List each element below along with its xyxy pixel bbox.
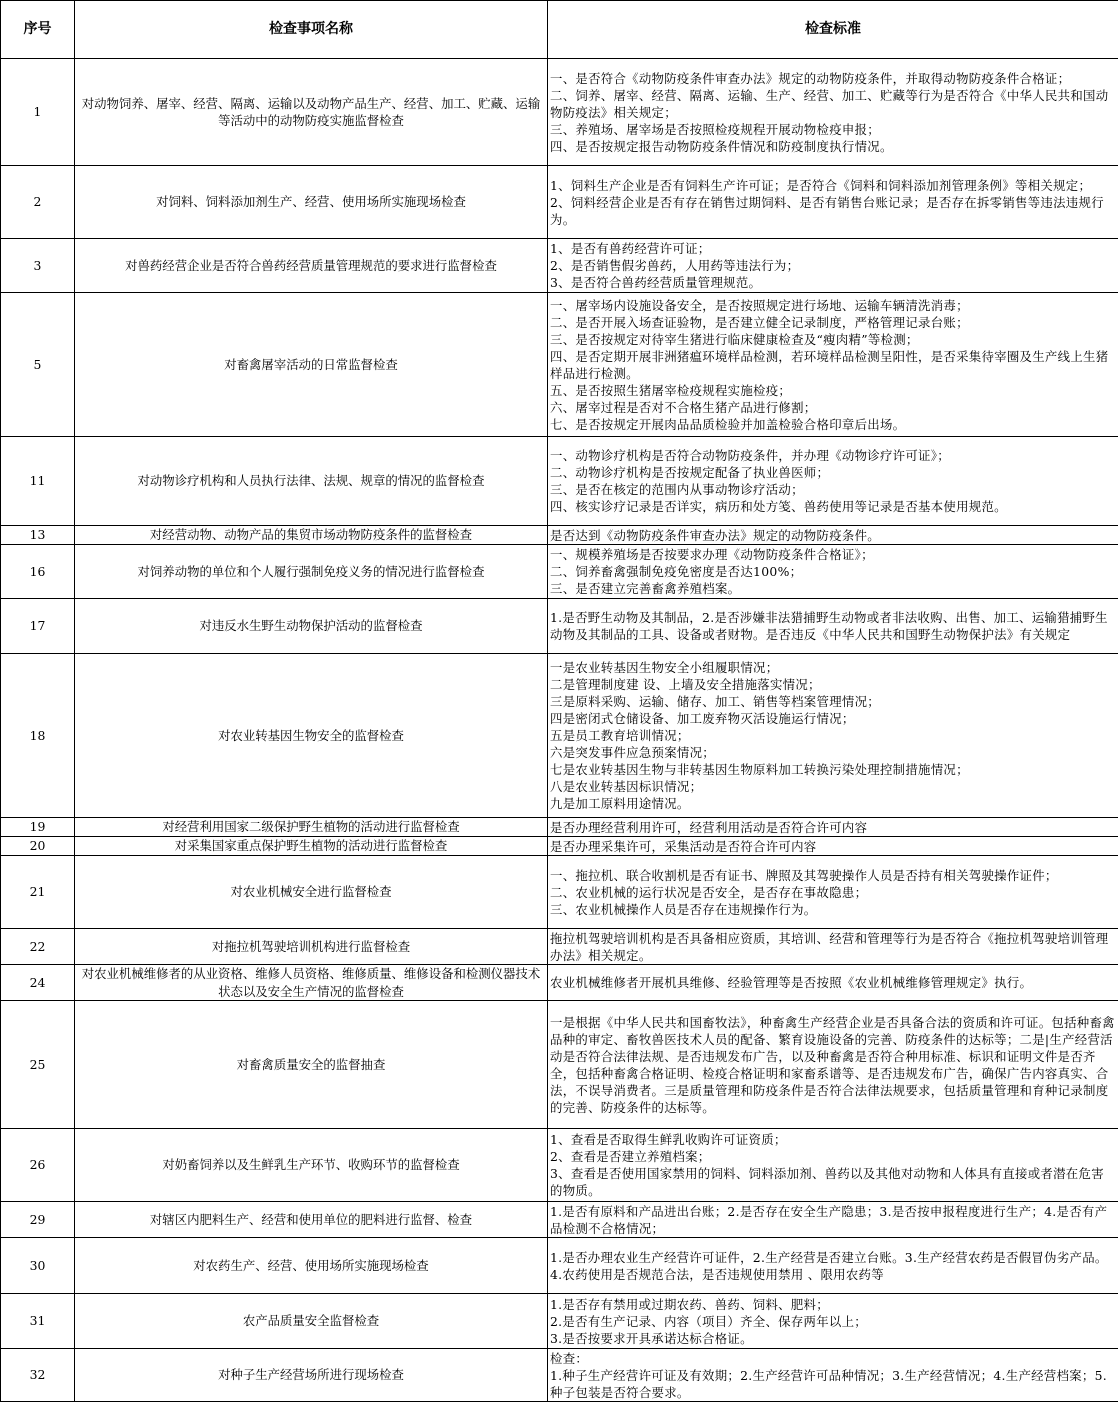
- inspection-standard: 检查： 1.种子生产经营许可证及有效期；2.生产经营许可品种情况；3.生产经营情况；4.生产经营档案；5.种子包装是否符合要求。: [548, 1349, 1118, 1402]
- header-name: 检查事项名称: [75, 1, 548, 59]
- row-number: 5: [1, 293, 75, 437]
- inspection-standard: 1.是否野生动物及其制品，2.是否涉嫌非法猎捕野生动物或者非法收购、出售、加工、运输猎捕野生动物及其制品的工具、设备或者财物。是否违反《中华人民共和国野生动物保护法》有关规定: [548, 599, 1118, 654]
- inspection-standard: 1、是否有兽药经营许可证； 2、是否销售假劣兽药，人用药等违法行为； 3、是否符合兽药经营质量管理规范。: [548, 239, 1118, 293]
- table-row: [1, 437, 1118, 526]
- inspection-standard: 一是农业转基因生物安全小组履职情况； 二是管理制度建 设、上墙及安全措施落实情况； 三是原料采购、运输、储存、加工、销售等档案管理情况； 四是密闭式仓储设备、加工废弃物灭活设施运行情况； 五是员工教育培训情况； 六是突发事件应急预案情况； 七是农业转基因生物与非转基因生物原料加工转换污染处理控制措施情况； 八是农业转基因标识情况； 九是加工原料用途情况。: [548, 654, 1118, 818]
- inspection-standard: 一、动物诊疗机构是否符合动物防疫条件，并办理《动物诊疗许可证》； 二、动物诊疗机构是否按规定配备了执业兽医师； 三、是否在核定的范围内从事动物诊疗活动； 四、核实诊疗记录是否详实，病历和处方笺、兽药使用等记录是否基本使用规范。: [548, 437, 1118, 526]
- table-row: [1, 1349, 1118, 1402]
- row-number: 25: [1, 1001, 75, 1129]
- inspection-standard: 是否达到《动物防疫条件审查办法》规定的动物防疫条件。: [548, 526, 1118, 545]
- inspection-standard: 拖拉机驾驶培训机构是否具备相应资质，其培训、经营和管理等行为是否符合《拖拉机驾驶培训管理办法》相关规定。: [548, 929, 1118, 965]
- inspection-standard: 1.是否存有禁用或过期农药、兽药、饲料、肥料； 2.是否有生产记录、内容（项目）齐全、保存两年以上； 3.是否按要求开具承诺达标合格证。: [548, 1294, 1118, 1349]
- inspection-standard: 一、规模养殖场是否按要求办理《动物防疫条件合格证》； 二、饲养畜禽强制免疫免密度是否达100%； 三、是否建立完善畜禽养殖档案。: [548, 545, 1118, 599]
- row-number: 18: [1, 654, 75, 818]
- row-number: 31: [1, 1294, 75, 1349]
- row-number: 16: [1, 545, 75, 599]
- item-name: 对兽药经营企业是否符合兽药经营质量管理规范的要求进行监督检查: [75, 239, 548, 293]
- header-no: 序号: [1, 1, 75, 59]
- table-row: [1, 166, 1118, 239]
- table-row: [1, 545, 1118, 599]
- item-name: 对种子生产经营场所进行现场检查: [75, 1349, 548, 1402]
- row-number: 1: [1, 59, 75, 166]
- item-name: 对违反水生野生动物保护活动的监督检查: [75, 599, 548, 654]
- row-number: 26: [1, 1129, 75, 1202]
- row-number: 20: [1, 837, 75, 856]
- row-number: 13: [1, 526, 75, 545]
- table-row: [1, 1202, 1118, 1238]
- item-name: 对经营动物、动物产品的集贸市场动物防疫条件的监督检查: [75, 526, 548, 545]
- item-name: 对饲料、饲料添加剂生产、经营、使用场所实施现场检查: [75, 166, 548, 239]
- header-standard: 检查标准: [548, 1, 1118, 59]
- table-row: [1, 818, 1118, 837]
- row-number: 21: [1, 856, 75, 929]
- inspection-standard: 1.是否办理农业生产经营许可证件，2.生产经营是否建立台账。3.生产经营农药是否假冒伪劣产品。4.农药使用是否规范合法，是否违规使用禁用 、限用农药等: [548, 1238, 1118, 1294]
- item-name: 对畜禽屠宰活动的日常监督检查: [75, 293, 548, 437]
- inspection-standard: 是否办理经营利用许可，经营利用活动是否符合许可内容: [548, 818, 1118, 837]
- inspection-standard: 1、饲料生产企业是否有饲料生产许可证；是否符合《饲料和饲料添加剂管理条例》等相关规定； 2、饲料经营企业是否有存在销售过期饲料、是否有销售台账记录；是否存在拆零销售等违法违规行为。: [548, 166, 1118, 239]
- row-number: 11: [1, 437, 75, 526]
- row-number: 32: [1, 1349, 75, 1402]
- row-number: 17: [1, 599, 75, 654]
- inspection-standard: 是否办理采集许可，采集活动是否符合许可内容: [548, 837, 1118, 856]
- item-name: 对经营利用国家二级保护野生植物的活动进行监督检查: [75, 818, 548, 837]
- table-row: [1, 526, 1118, 545]
- table-row: [1, 654, 1118, 818]
- item-name: 对奶畜饲养以及生鲜乳生产环节、收购环节的监督检查: [75, 1129, 548, 1202]
- table-row: [1, 1129, 1118, 1202]
- inspection-standard: 农业机械维修者开展机具维修、经验管理等是否按照《农业机械维修管理规定》执行。: [548, 965, 1118, 1001]
- item-name: 对采集国家重点保护野生植物的活动进行监督检查: [75, 837, 548, 856]
- table-row: [1, 59, 1118, 166]
- item-name: 对农业机械安全进行监督检查: [75, 856, 548, 929]
- item-name: 对农业转基因生物安全的监督检查: [75, 654, 548, 818]
- row-number: 19: [1, 818, 75, 837]
- table-row: [1, 1294, 1118, 1349]
- item-name: 对农药生产、经营、使用场所实施现场检查: [75, 1238, 548, 1294]
- item-name: 对饲养动物的单位和个人履行强制免疫义务的情况进行监督检查: [75, 545, 548, 599]
- table-row: [1, 856, 1118, 929]
- table-row: [1, 293, 1118, 437]
- table-row: [1, 239, 1118, 293]
- row-number: 22: [1, 929, 75, 965]
- inspection-standard: 一、屠宰场内设施设备安全，是否按照规定进行场地、运输车辆清洗消毒； 二、是否开展入场查证验物，是否建立健全记录制度，严格管理记录台账； 三、是否按规定对待宰生猪进行临床健康检查及“瘦肉精”等检测； 四、是否定期开展非洲猪瘟环境样品检测，若环境样品检测呈阳性，是否采集待宰圈及生产线上生猪样品进行检测。 五、是否按照生猪屠宰检疫规程实施检疫； 六、屠宰过程是否对不合格生猪产品进行修割； 七、是否按规定开展肉品品质检验并加盖检验合格印章后出场。: [548, 293, 1118, 437]
- inspection-standard: 一、是否符合《动物防疫条件审查办法》规定的动物防疫条件，并取得动物防疫条件合格证； 二、饲养、屠宰、经营、隔离、运输、生产、经营、加工、贮藏等行为是否符合《中华人民共和国动物防疫法》相关规定； 三、养殖场、屠宰场是否按照检疫规程开展动物检疫申报； 四、是否按规定报告动物防疫条件情况和防疫制度执行情况。: [548, 59, 1118, 166]
- row-number: 30: [1, 1238, 75, 1294]
- row-number: 29: [1, 1202, 75, 1238]
- row-number: 3: [1, 239, 75, 293]
- table-row: [1, 929, 1118, 965]
- table-row: [1, 599, 1118, 654]
- item-name: 对畜禽质量安全的监督抽查: [75, 1001, 548, 1129]
- table-header-row: [1, 1, 1118, 59]
- item-name: 对拖拉机驾驶培训机构进行监督检查: [75, 929, 548, 965]
- inspection-standard: 一是根据《中华人民共和国畜牧法》，种畜禽生产经营企业是否具备合法的资质和许可证。包括种畜禽品种的审定、畜牧兽医技术人员的配备、繁育设施设备的完善、防疫条件的达标等；二是|生产经营活动是否符合法律法规、是否违规发布广告，以及种畜禽是否符合种用标准、标识和证明文件是否齐全，包括种畜禽合格证明、检疫合格证明和家畜系谱等、是否违规发布广告，确保广告内容真实、合法，不误导消费者。三是质量管理和防疫条件是否符合法律法规要求，包括质量管理和育种记录制度的完善、防疫条件的达标等。: [548, 1001, 1118, 1129]
- table-row: [1, 965, 1118, 1001]
- item-name: 对动物饲养、屠宰、经营、隔离、运输以及动物产品生产、经营、加工、贮藏、运输等活动中的动物防疫实施监督检查: [75, 59, 548, 166]
- table-row: [1, 1238, 1118, 1294]
- item-name: 对辖区内肥料生产、经营和使用单位的肥料进行监督、检查: [75, 1202, 548, 1238]
- item-name: 农产品质量安全监督检查: [75, 1294, 548, 1349]
- inspection-standard: 1、查看是否取得生鲜乳收购许可证资质； 2、查看是否建立养殖档案； 3、查看是否使用国家禁用的饲料、饲料添加剂、兽药以及其他对动物和人体具有直接或者潜在危害的物质。: [548, 1129, 1118, 1202]
- row-number: 24: [1, 965, 75, 1001]
- inspection-standard: 一、拖拉机、联合收割机是否有证书、牌照及其驾驶操作人员是否持有相关驾驶操作证件； 二、农业机械的运行状况是否安全，是否存在事故隐患； 三、农业机械操作人员是否存在违规操作行为。: [548, 856, 1118, 929]
- inspection-standard: 1.是否有原料和产品进出台账；2.是否存在安全生产隐患；3.是否按申报程度进行生产；4.是否有产品检测不合格情况；: [548, 1202, 1118, 1238]
- table-row: [1, 1001, 1118, 1129]
- table-row: [1, 837, 1118, 856]
- row-number: 2: [1, 166, 75, 239]
- item-name: 对农业机械维修者的从业资格、维修人员资格、维修质量、维修设备和检测仪器技术状态以及安全生产情况的监督检查: [75, 965, 548, 1001]
- item-name: 对动物诊疗机构和人员执行法律、法规、规章的情况的监督检查: [75, 437, 548, 526]
